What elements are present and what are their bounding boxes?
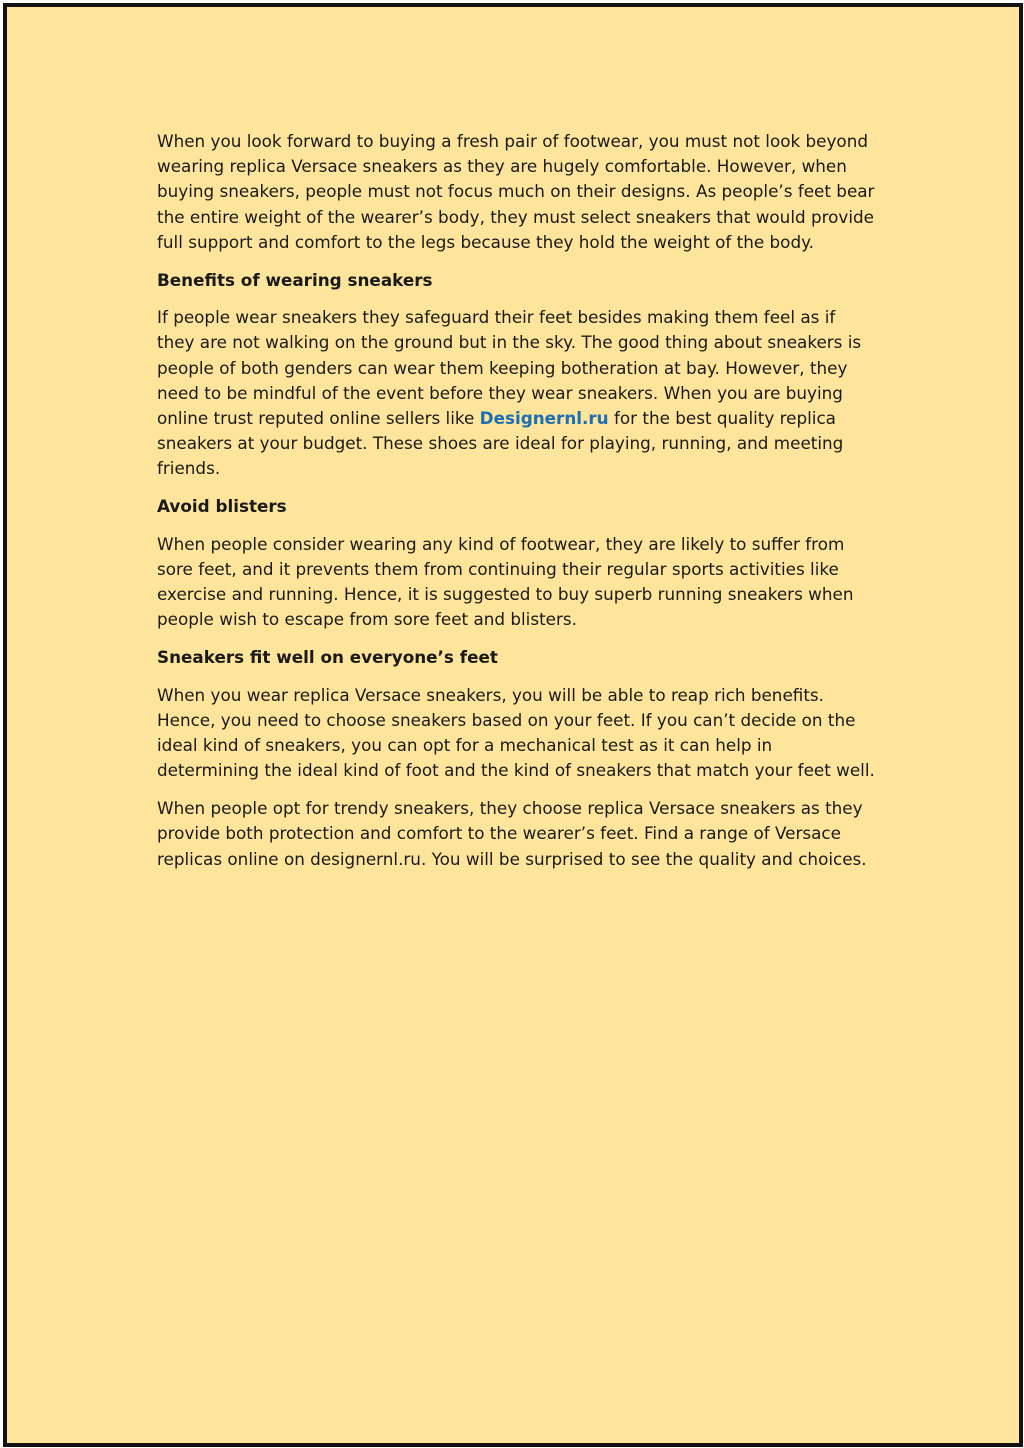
document-body <box>157 129 875 884</box>
designernl-link[interactable]: Designernl.ru <box>479 408 609 429</box>
section-heading-fit: Sneakers fit well on everyone’s feet <box>157 647 498 668</box>
section-heading-benefits: Benefits of wearing sneakers <box>157 269 433 290</box>
closing-paragraph: When people opt for trendy sneakers, they choose replica Versace sneakers as they provide both protection and comfort to the wearer’s feet. Find a range of Versace replicas online on designernl.ru. You will be surprised to see the quality and choices. <box>157 798 867 869</box>
fit-paragraph: When you wear replica Versace sneakers, you will be able to reap rich benefits. Hence, you need to choose sneakers based on your feet. If you can’t decide on the ideal kind of sneakers, you can opt for a mechanical test as it can help in determining the ideal kind of foot and the kind of sneakers that match your feet well. <box>157 684 875 781</box>
intro-paragraph: When you look forward to buying a fresh pair of footwear, you must not look beyond wearing replica Versace sneakers as they are hugely comfortable. However, when buying sneakers, people must not focus much on their designs. As people’s feet bear the entire weight of the wearer’s body, they must select sneakers that would provide full support and comfort to the legs because they hold the weight of the body. <box>157 131 875 252</box>
section-heading-blisters: Avoid blisters <box>157 496 287 517</box>
document-page <box>3 3 1023 1447</box>
benefits-text-after-link: for the best quality replica sneakers at your budget. These shoes are ideal for playing, running, and meeting friends. <box>157 408 844 479</box>
blisters-paragraph: When people consider wearing any kind of footwear, they are likely to suffer from sore feet, and it prevents them from continuing their regular sports activities like exercise and running. Hence, it is suggested to buy superb running sneakers when people wish to escape from sore feet and blisters. <box>157 533 854 630</box>
benefits-text-before-link: If people wear sneakers they safeguard their feet besides making them feel as if they are not walking on the ground but in the sky. The good thing about sneakers is people of both genders can wear them keeping botheration at bay. However, they need to be mindful of the event before they wear sneakers. When you are buying online trust reputed online sellers like <box>157 307 862 429</box>
benefits-paragraph <box>157 305 875 481</box>
